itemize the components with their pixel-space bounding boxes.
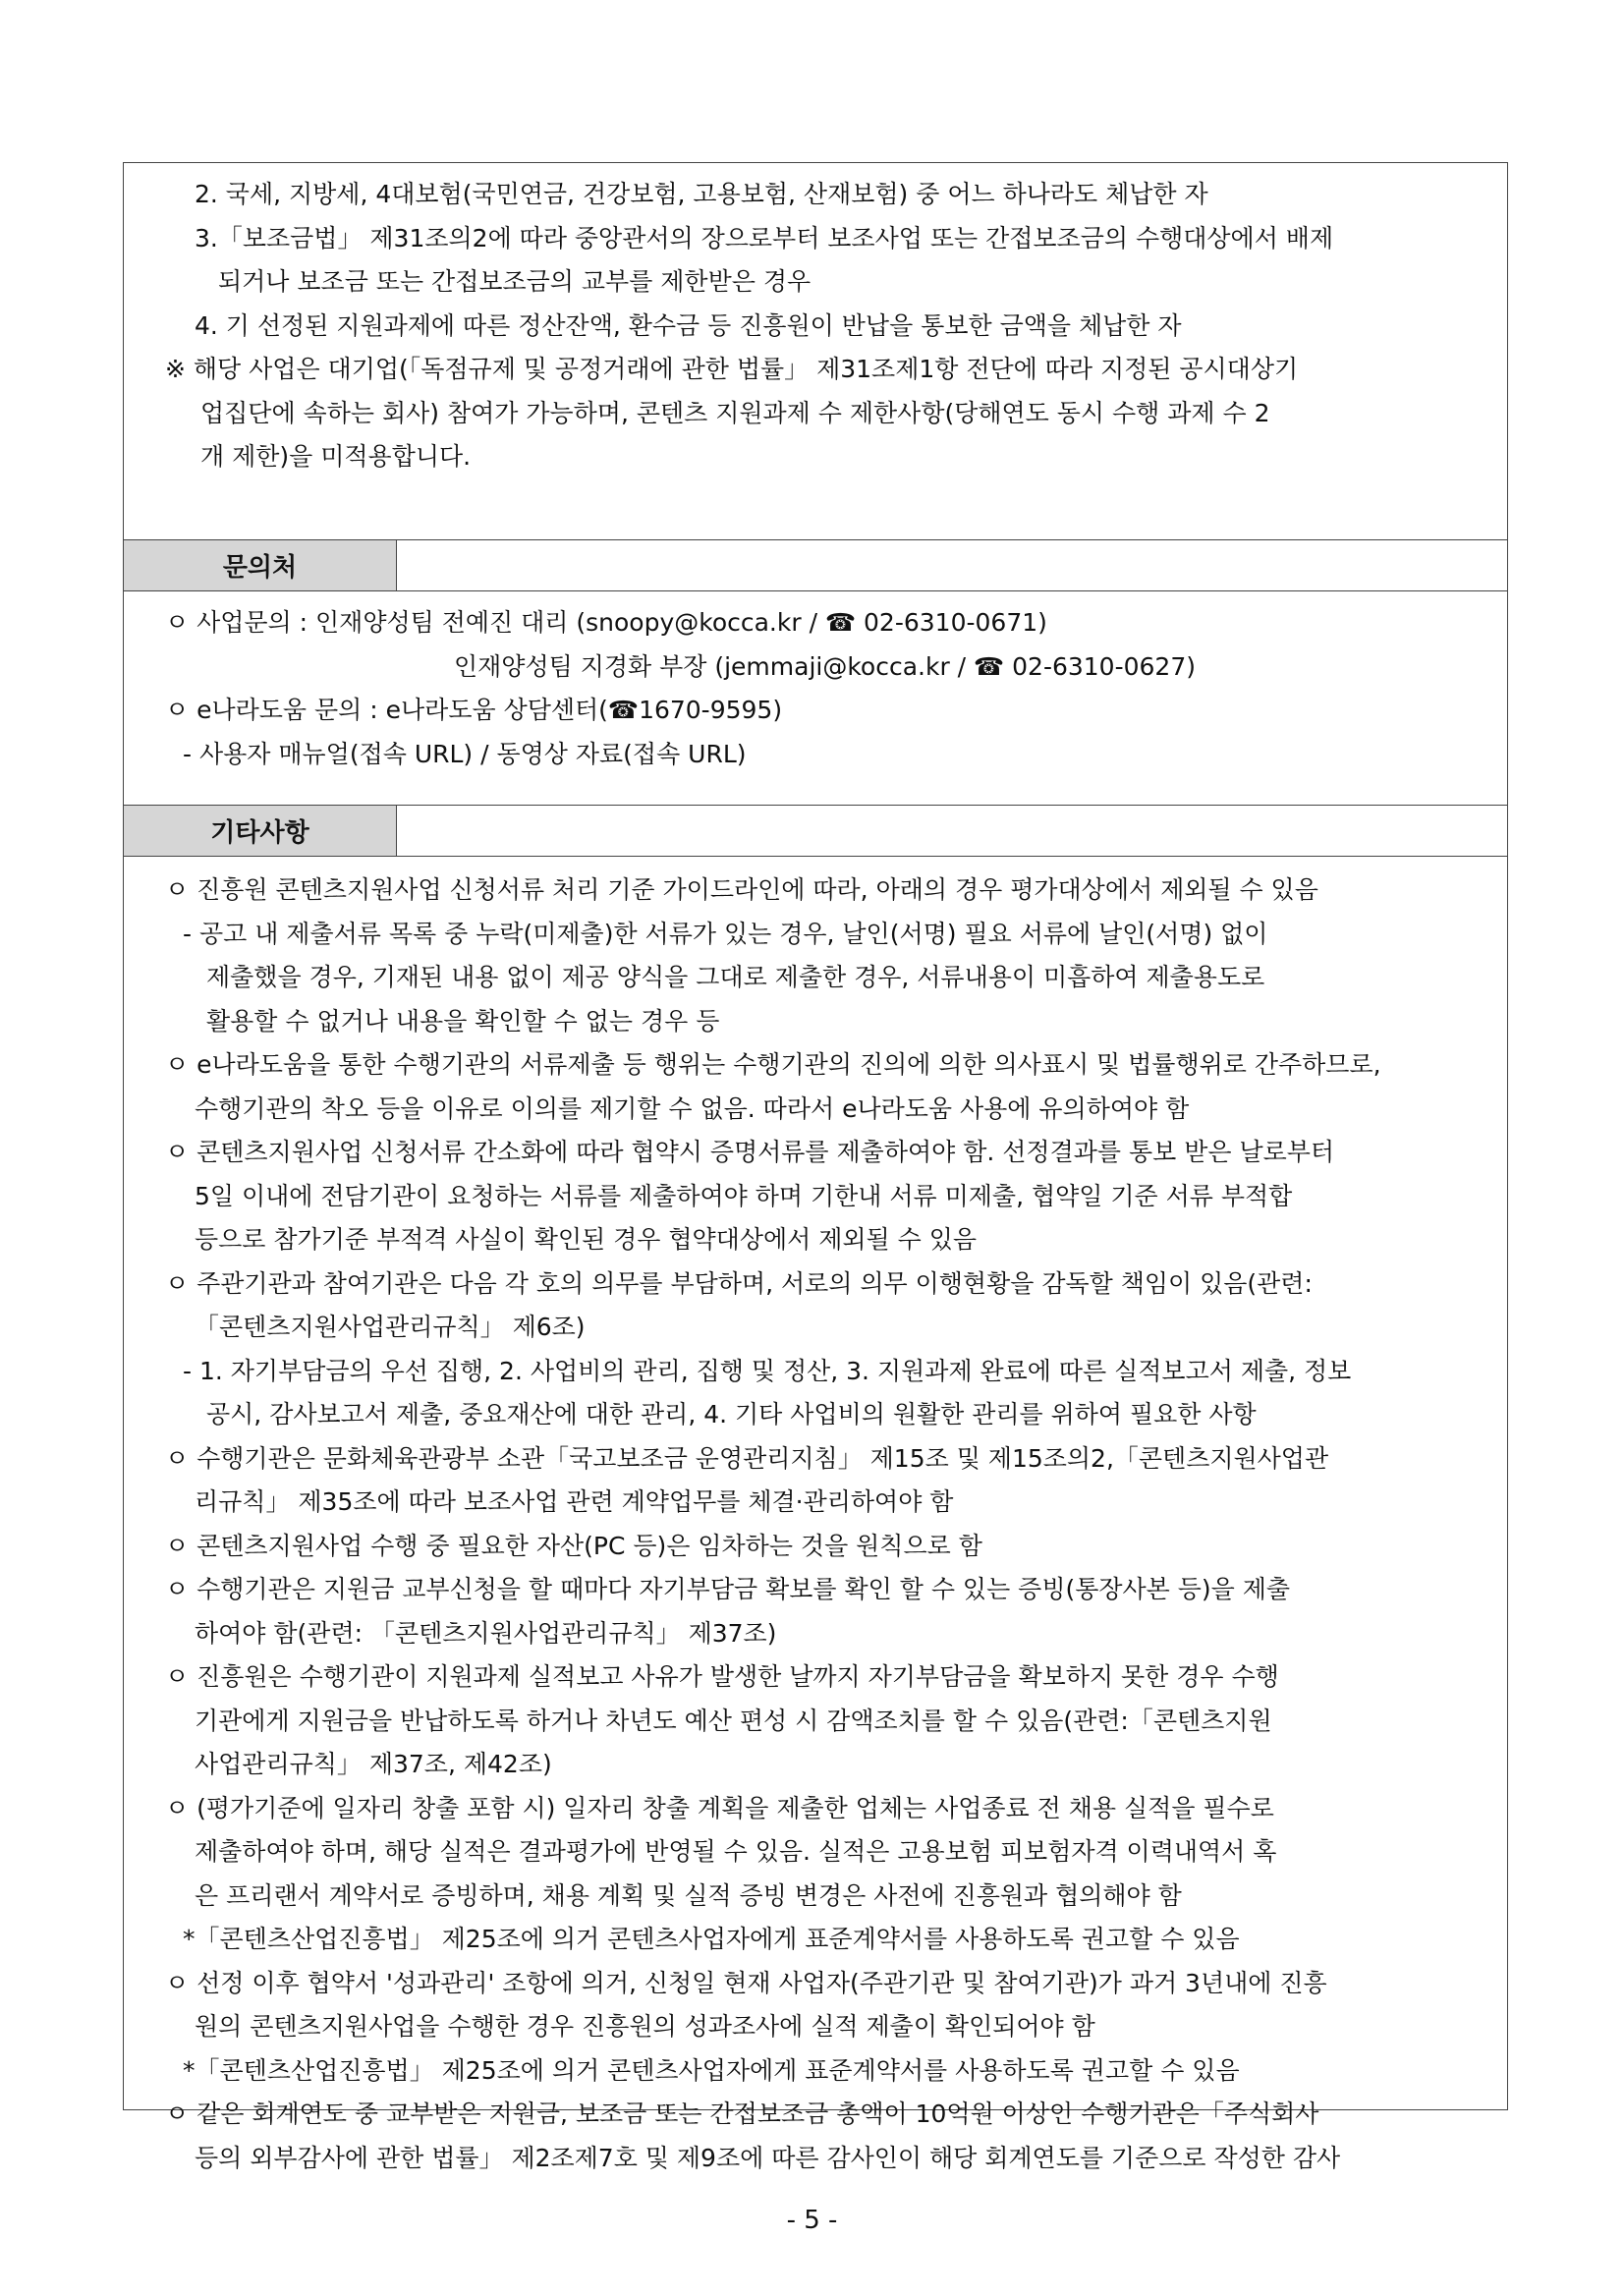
text-line: ※ 해당 사업은 대기업(「독점규제 및 공정거래에 관한 법률」 제31조제1항 전단에 따라 지정된 공시대상기 bbox=[165, 355, 1299, 383]
header-empty-cell bbox=[397, 806, 1507, 856]
etc-line: *「콘텐츠산업진흥법」 제25조에 의거 콘텐츠사업자에게 표준계약서를 사용하도록 권고할 수 있음 bbox=[183, 2055, 1240, 2085]
etc-line: ㅇ 수행기관은 문화체육관광부 소관「국고보조금 운영관리지침」 제15조 및 제15조의2,「콘텐츠지원사업관 bbox=[165, 1443, 1329, 1473]
etc-line: 제출하여야 하며, 해당 실적은 결과평가에 반영될 수 있음. 실적은 고용보험 피보험자격 이력내역서 혹 bbox=[195, 1837, 1277, 1866]
etc-line: 「콘텐츠지원사업관리규칙」 제6조) bbox=[195, 1313, 586, 1341]
contact-line: - 사용자 매뉴얼(접속 URL) / 동영상 자료(접속 URL) bbox=[183, 739, 747, 768]
etc-line: 등으로 참가기준 부적격 사실이 확인된 경우 협약대상에서 제외될 수 있음 bbox=[195, 1225, 978, 1254]
etc-line: 하여야 함(관련: 「콘텐츠지원사업관리규칙」 제37조) bbox=[195, 1618, 777, 1648]
header-empty-cell bbox=[397, 540, 1507, 590]
contact-header-row bbox=[124, 540, 1507, 591]
etc-line: ㅇ 주관기관과 참여기관은 다음 각 호의 의무를 부담하며, 서로의 의무 이행현황을 감독할 책임이 있음(관련: bbox=[165, 1268, 1313, 1298]
etc-line: ㅇ 진흥원 콘텐츠지원사업 신청서류 처리 기준 가이드라인에 따라, 아래의 경우 평가대상에서 제외될 수 있음 bbox=[165, 875, 1318, 904]
etc-line: 은 프리랜서 계약서로 증빙하며, 채용 계획 및 실적 증빙 변경은 사전에 진흥원과 협의해야 함 bbox=[195, 1880, 1182, 1910]
etc-line: 사업관리규칙」 제37조, 제42조) bbox=[195, 1750, 552, 1778]
etc-line: 5일 이내에 전담기관이 요청하는 서류를 제출하여야 하며 기한내 서류 미제출, 협약일 기준 서류 부적합 bbox=[195, 1181, 1293, 1210]
etc-line: ㅇ e나라도움을 통한 수행기관의 서류제출 등 행위는 수행기관의 진의에 의한 의사표시 및 법률행위로 간주하므로, bbox=[165, 1050, 1381, 1079]
etc-line: 기관에게 지원금을 반납하도록 하거나 차년도 예산 편성 시 감액조치를 할 수 있음(관련:「콘텐츠지원 bbox=[195, 1706, 1272, 1735]
etc-line: 활용할 수 없거나 내용을 확인할 수 없는 경우 등 bbox=[206, 1006, 720, 1036]
etc-line: 제출했을 경우, 기재된 내용 없이 제공 양식을 그대로 제출한 경우, 서류내용이 미흡하여 제출용도로 bbox=[206, 963, 1265, 991]
etc-line: - 1. 자기부담금의 우선 집행, 2. 사업비의 관리, 집행 및 정산, 3. 지원과제 완료에 따른 실적보고서 제출, 정보 bbox=[183, 1356, 1352, 1385]
text-line: 3.「보조금법」 제31조의2에 따라 중앙관서의 장으로부터 보조사업 또는 간접보조금의 수행대상에서 배제 bbox=[195, 223, 1334, 252]
contact-line: ㅇ 사업문의 : 인재양성팀 전예진 대리 (snoopy@kocca.kr / ☎ 02-6310-0671) bbox=[165, 608, 1047, 637]
text-line: 4. 기 선정된 지원과제에 따른 정산잔액, 환수금 등 진흥원이 반납을 통보한 금액을 체납한 자 bbox=[195, 310, 1182, 340]
etc-line: *「콘텐츠산업진흥법」 제25조에 의거 콘텐츠사업자에게 표준계약서를 사용하도록 권고할 수 있음 bbox=[183, 1925, 1240, 1953]
etc-line: ㅇ 콘텐츠지원사업 신청서류 간소화에 따라 협약시 증명서류를 제출하여야 함. 선정결과를 통보 받은 날로부터 bbox=[165, 1138, 1335, 1166]
etc-line: ㅇ 선정 이후 협약서 '성과관리' 조항에 의거, 신청일 현재 사업자(주관기관 및 참여기관)가 과거 3년내에 진흥 bbox=[165, 1968, 1327, 1997]
eligibility-block bbox=[124, 163, 1507, 540]
etc-line: 수행기관의 착오 등을 이유로 이의를 제기할 수 없음. 따라서 e나라도움 사용에 유의하여야 함 bbox=[195, 1093, 1190, 1123]
contact-line: ㅇ e나라도움 문의 : e나라도움 상담센터(☎1670-9595) bbox=[165, 696, 783, 724]
contact-line: 인재양성팀 지경화 부장 (jemmaji@kocca.kr / ☎ 02-6310-0627) bbox=[454, 651, 1196, 681]
etc-header-row bbox=[124, 806, 1507, 857]
etc-block bbox=[124, 857, 1507, 2180]
text-line: 업집단에 속하는 회사) 참여가 가능하며, 콘텐츠 지원과제 수 제한사항(당해연도 동시 수행 과제 수 2 bbox=[200, 398, 1270, 427]
text-line: 되거나 보조금 또는 간접보조금의 교부를 제한받은 경우 bbox=[218, 267, 812, 296]
contact-block bbox=[124, 591, 1507, 806]
text-line: 개 제한)을 미적용합니다. bbox=[200, 442, 472, 471]
etc-line: ㅇ 콘텐츠지원사업 수행 중 필요한 자산(PC 등)은 임차하는 것을 원칙으로 함 bbox=[165, 1531, 982, 1560]
etc-line: 원의 콘텐츠지원사업을 수행한 경우 진흥원의 성과조사에 실적 제출이 확인되어야 함 bbox=[195, 2012, 1095, 2041]
etc-line: ㅇ 수행기관은 지원금 교부신청을 할 때마다 자기부담금 확보를 확인 할 수 있는 증빙(통장사본 등)을 제출 bbox=[165, 1575, 1291, 1603]
etc-line: 리규칙」 제35조에 따라 보조사업 관련 계약업무를 체결·관리하여야 함 bbox=[195, 1487, 954, 1516]
etc-line: ㅇ 진흥원은 수행기관이 지원과제 실적보고 사유가 발생한 날까지 자기부담금을 확보하지 못한 경우 수행 bbox=[165, 1662, 1279, 1691]
etc-line: ㅇ 같은 회계연도 중 교부받은 지원금, 보조금 또는 간접보조금 총액이 10억원 이상인 수행기관은「주식회사 bbox=[165, 2100, 1319, 2128]
etc-line: - 공고 내 제출서류 목록 중 누락(미제출)한 서류가 있는 경우, 날인(서명) 필요 서류에 날인(서명) 없이 bbox=[183, 919, 1268, 948]
document-frame bbox=[123, 162, 1508, 2172]
contact-header: 문의처 bbox=[124, 540, 397, 590]
text-line: 2. 국세, 지방세, 4대보험(국민연금, 건강보험, 고용보험, 산재보험) 중 어느 하나라도 체납한 자 bbox=[195, 180, 1208, 208]
etc-line: 등의 외부감사에 관한 법률」 제2조제7호 및 제9조에 따른 감사인이 해당 회계연도를 기준으로 작성한 감사 bbox=[195, 2143, 1341, 2172]
etc-line: ㅇ (평가기준에 일자리 창출 포함 시) 일자리 창출 계획을 제출한 업체는 사업종료 전 채용 실적을 필수로 bbox=[165, 1793, 1274, 1822]
etc-header: 기타사항 bbox=[124, 806, 397, 856]
etc-line: 공시, 감사보고서 제출, 중요재산에 대한 관리, 4. 기타 사업비의 원활한 관리를 위하여 필요한 사항 bbox=[206, 1400, 1257, 1428]
page-number: - 5 - bbox=[786, 2206, 838, 2235]
